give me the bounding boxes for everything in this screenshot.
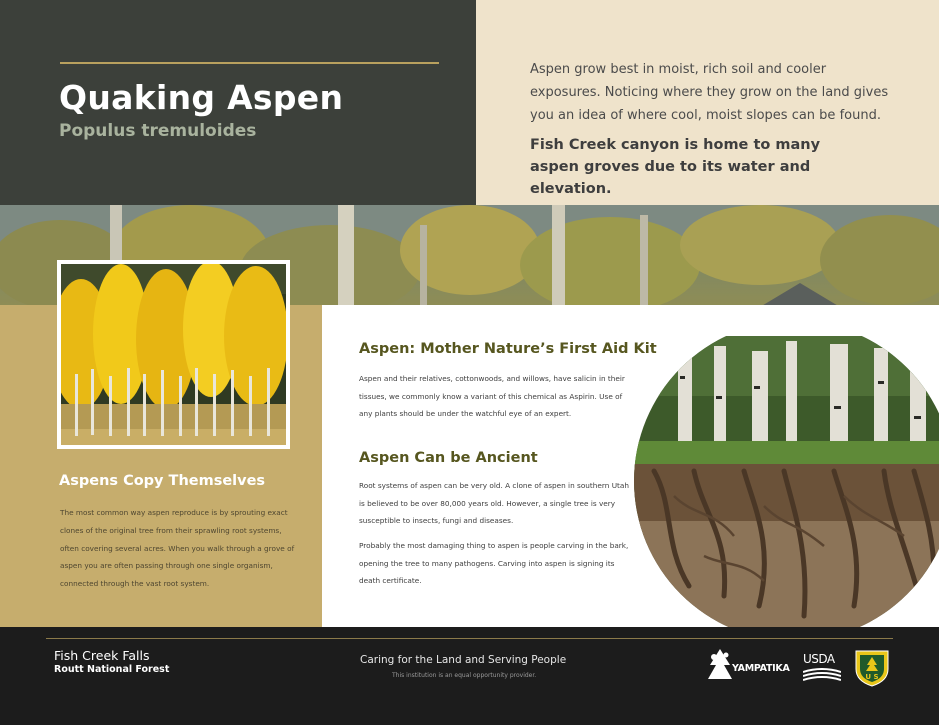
intro-panel (476, 0, 939, 205)
usda-hills-icon (803, 668, 841, 682)
section-body-first-aid: Aspen and their relatives, cottonwoods, and willows, have salicin in their tissues, we commonly know a variant of this chemical as Aspirin. Use of any plants should be under the watchful eye of an expert. (359, 374, 625, 419)
footer (0, 627, 939, 725)
site-name: Fish Creek Falls (54, 648, 150, 663)
aspen-grove-illustration (61, 264, 286, 445)
section-title-ancient: Aspen Can be Ancient (359, 450, 538, 466)
title-panel (0, 0, 476, 205)
title-divider (60, 62, 439, 64)
usda-logo (803, 652, 841, 682)
roots-illustration (634, 336, 939, 627)
equal-opportunity-statement: This institution is an equal opportunity provider. (392, 672, 537, 679)
intro-text: Aspen grow best in moist, rich soil and cooler exposures. Noticing where they grow on the land gives you an idea of where cool, moist slopes can be found. (530, 62, 889, 123)
section-body-ancient-2: Probably the most damaging thing to aspen is people carving in the bark, opening the tree to many pathogens. Carving into aspen is signing its death certificate. (359, 541, 629, 586)
yellow-aspen-grove-photo (57, 260, 290, 449)
usda-logo-text: USDA (803, 652, 835, 666)
page-title: Quaking Aspen (59, 78, 344, 117)
forest-service-shield-icon (854, 647, 890, 687)
intro-highlight: Fish Creek canyon is home to many aspen groves due to its water and elevation. (530, 137, 821, 197)
forest-name: Routt National Forest (54, 664, 170, 675)
yampatika-logo (706, 647, 792, 683)
forest-service-shield-logo (854, 647, 890, 687)
yampatika-logo-text: YAMPATIKA (732, 663, 790, 674)
scientific-name: Populus tremuloides (59, 121, 257, 141)
aspen-roots-photo (634, 336, 939, 627)
section-title-copy: Aspens Copy Themselves (59, 473, 266, 489)
section-title-first-aid: Aspen: Mother Nature’s First Aid Kit (359, 341, 657, 357)
section-body-copy: The most common way aspen reproduce is by sprouting exact clones of the original tree from their sprawling root systems, often covering several acres. When you walk through a grove of aspen you are often passing through one single organism, connected through the vast root system. (60, 508, 295, 589)
footer-slogan: Caring for the Land and Serving People (360, 654, 567, 666)
forest-service-shield-text: U S (865, 673, 879, 681)
footer-divider (46, 638, 893, 639)
section-body-ancient-1: Root systems of aspen can be very old. A clone of aspen in southern Utah is believed to be over 80,000 years old. However, a single tree is very susceptible to insects, fungi and diseases. (359, 481, 630, 526)
